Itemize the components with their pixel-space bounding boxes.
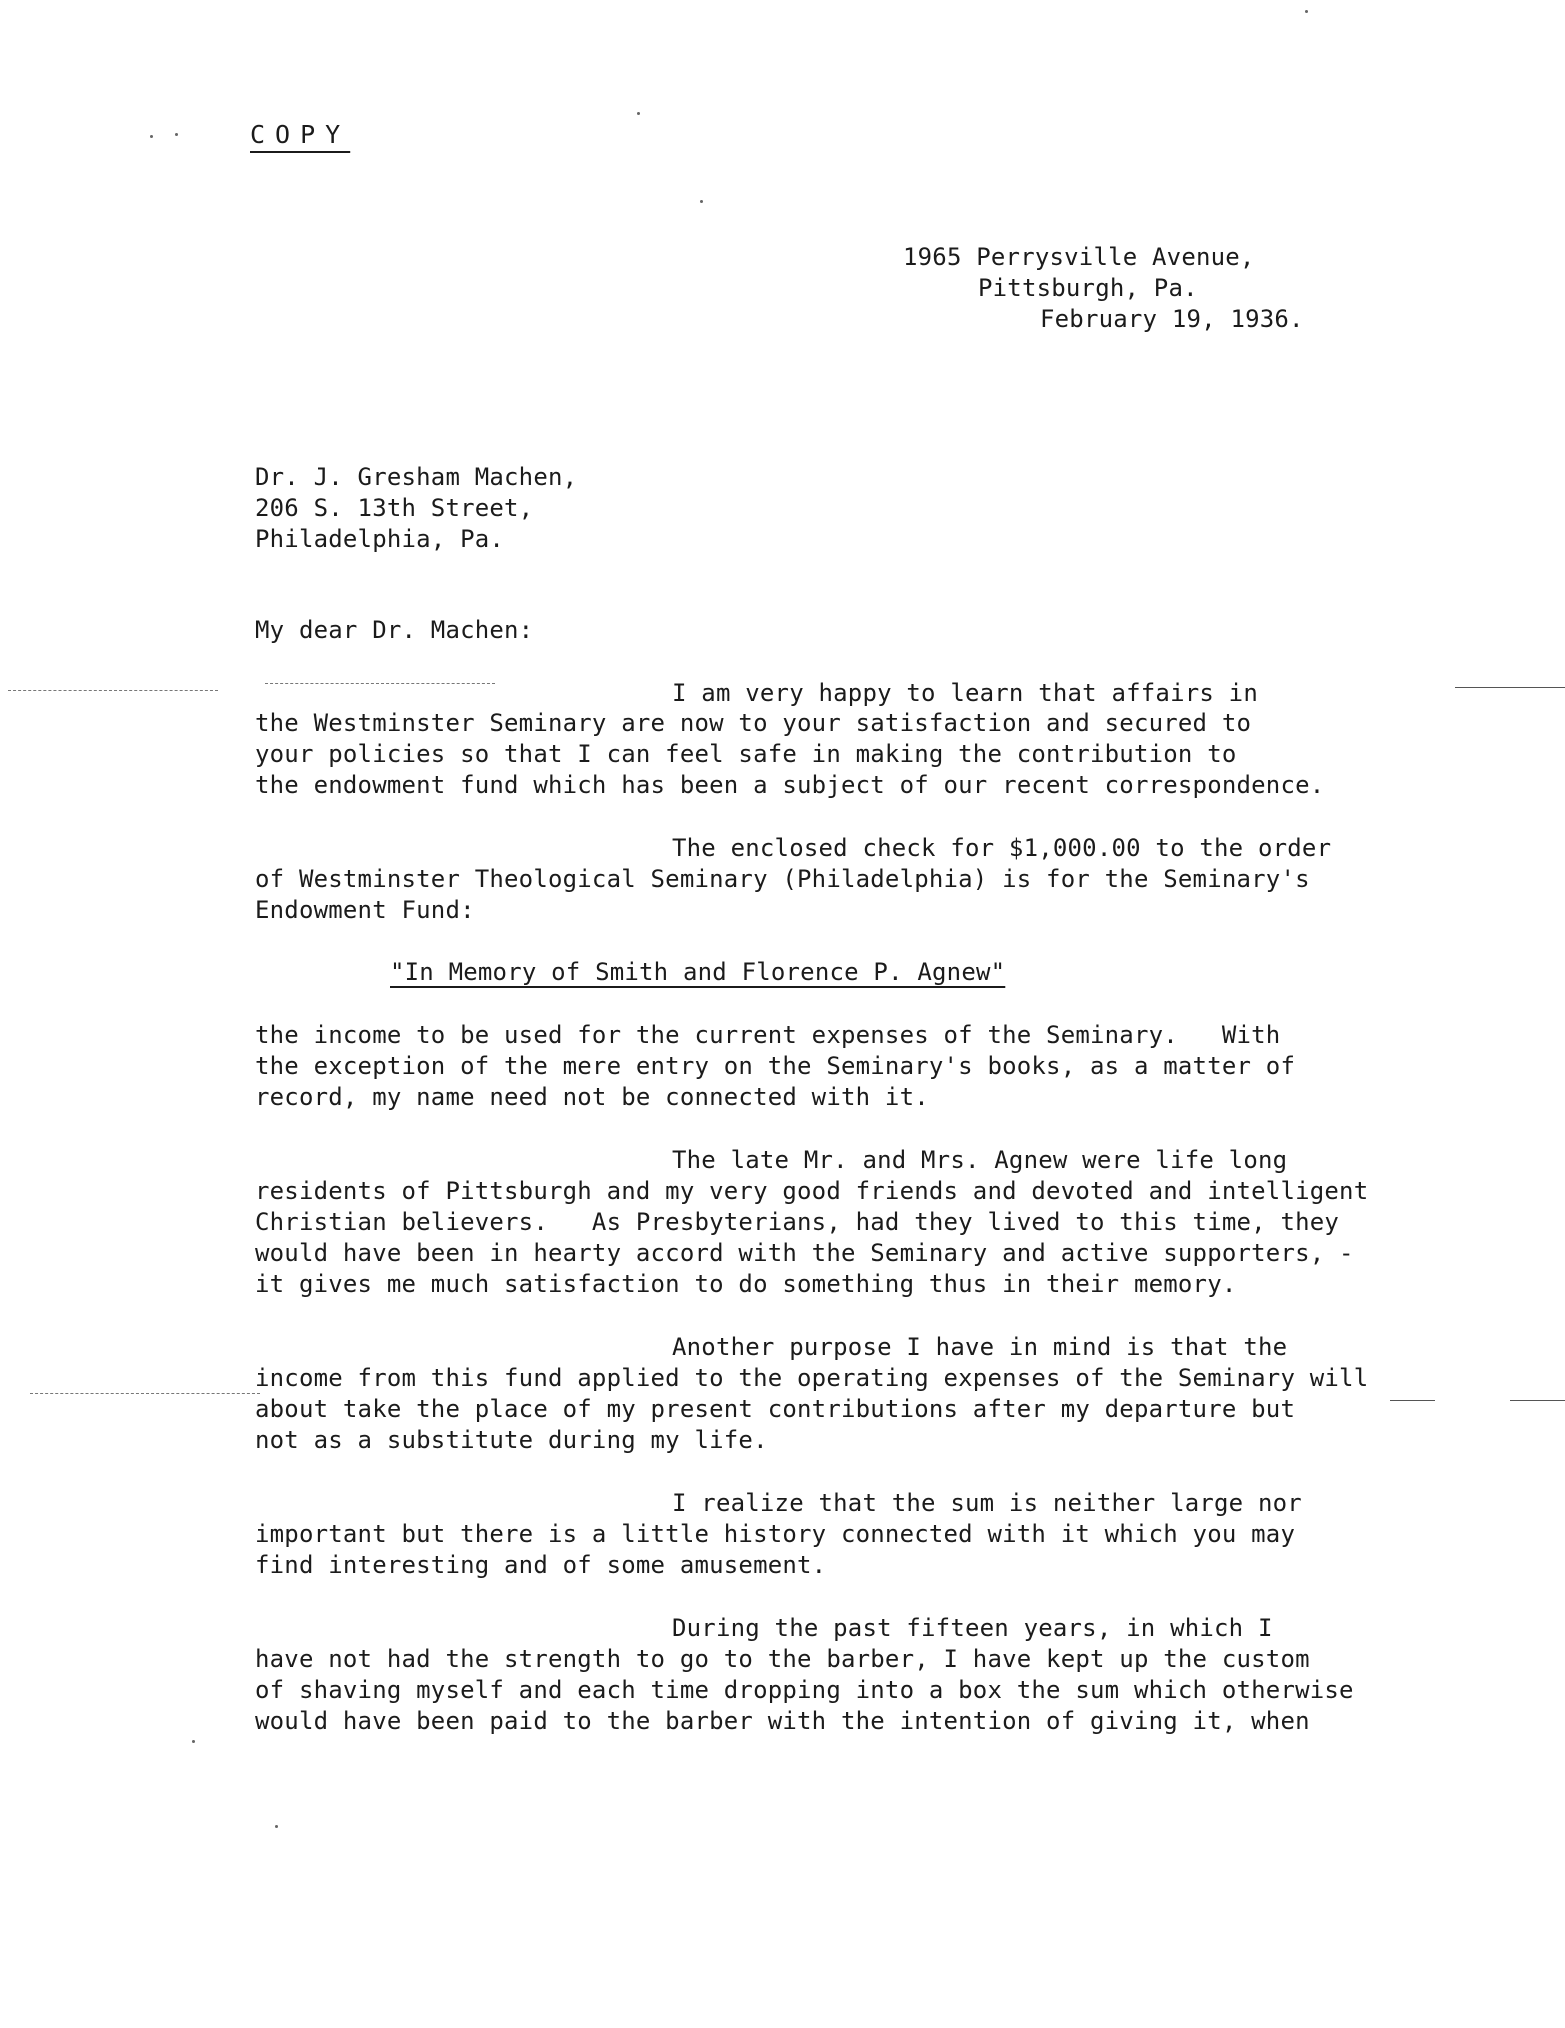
recipient-line-3: Philadelphia, Pa. — [255, 525, 505, 553]
paragraph-line: residents of Pittsburgh and my very good friends and devoted and intelligent — [255, 1177, 1369, 1205]
paragraph-line: I realize that the sum is neither large nor — [672, 1489, 1302, 1517]
paragraph-line: of shaving myself and each time dropping into a box the sum which otherwise — [255, 1676, 1354, 1704]
paragraph-line: find interesting and of some amusement. — [255, 1551, 827, 1579]
paragraph-line: not as a substitute during my life. — [255, 1426, 768, 1454]
copy-heading: COPY — [250, 120, 351, 149]
paragraph-line: would have been paid to the barber with the intention of giving it, when — [255, 1707, 1310, 1735]
scan-speck — [175, 133, 178, 136]
letter-date: February 19, 1936. — [1040, 305, 1304, 333]
scan-speck — [275, 1825, 278, 1828]
paragraph-line: income from this fund applied to the operating expenses of the Seminary will — [255, 1364, 1369, 1392]
memorial-dedication: "In Memory of Smith and Florence P. Agnew" — [390, 958, 1006, 986]
salutation: My dear Dr. Machen: — [255, 616, 534, 644]
paragraph-line: the exception of the mere entry on the Seminary's books, as a matter of — [255, 1052, 1296, 1080]
recipient-line-1: Dr. J. Gresham Machen, — [255, 463, 578, 491]
paragraph-line: record, my name need not be connected with it. — [255, 1083, 929, 1111]
fold-mark-right-2 — [1390, 1400, 1435, 1401]
paragraph-line: The enclosed check for $1,000.00 to the order — [672, 834, 1332, 862]
scan-speck — [150, 135, 153, 138]
fold-mark-mid — [265, 683, 495, 685]
paragraph-line: During the past fifteen years, in which I — [672, 1614, 1273, 1642]
fold-mark-right-3 — [1510, 1400, 1565, 1401]
paragraph-line: it gives me much satisfaction to do something thus in their memory. — [255, 1270, 1237, 1298]
scan-speck — [700, 200, 703, 203]
sender-address-line-2: Pittsburgh, Pa. — [978, 274, 1198, 302]
paragraph-line: have not had the strength to go to the barber, I have kept up the custom — [255, 1645, 1310, 1673]
scan-speck — [1305, 10, 1308, 13]
paragraph-line: important but there is a little history connected with it which you may — [255, 1520, 1296, 1548]
paragraph-line: Another purpose I have in mind is that the — [672, 1333, 1288, 1361]
scan-speck — [192, 1740, 195, 1743]
paragraph-line: I am very happy to learn that affairs in — [672, 679, 1258, 707]
paragraph-line: The late Mr. and Mrs. Agnew were life long — [672, 1146, 1288, 1174]
sender-address-line-1: 1965 Perrysville Avenue, — [903, 243, 1255, 271]
paragraph-line: the income to be used for the current expenses of the Seminary. With — [255, 1021, 1281, 1049]
paragraph-line: would have been in hearty accord with the Seminary and active supporters, - — [255, 1239, 1354, 1267]
paragraph-line: Endowment Fund: — [255, 896, 475, 924]
paragraph-line: the endowment fund which has been a subject of our recent correspondence. — [255, 771, 1325, 799]
paragraph-line: Christian believers. As Presbyterians, had they lived to this time, they — [255, 1208, 1340, 1236]
fold-mark-left-2 — [30, 1393, 260, 1395]
recipient-line-2: 206 S. 13th Street, — [255, 494, 534, 522]
scan-speck — [637, 112, 640, 115]
paragraph-line: about take the place of my present contributions after my departure but — [255, 1395, 1296, 1423]
paragraph-line: your policies so that I can feel safe in making the contribution to — [255, 740, 1237, 768]
fold-mark-left — [8, 690, 218, 692]
paragraph-line: the Westminster Seminary are now to your satisfaction and secured to — [255, 709, 1252, 737]
paragraph-line: of Westminster Theological Seminary (Philadelphia) is for the Seminary's — [255, 865, 1310, 893]
fold-mark-right — [1455, 687, 1565, 688]
